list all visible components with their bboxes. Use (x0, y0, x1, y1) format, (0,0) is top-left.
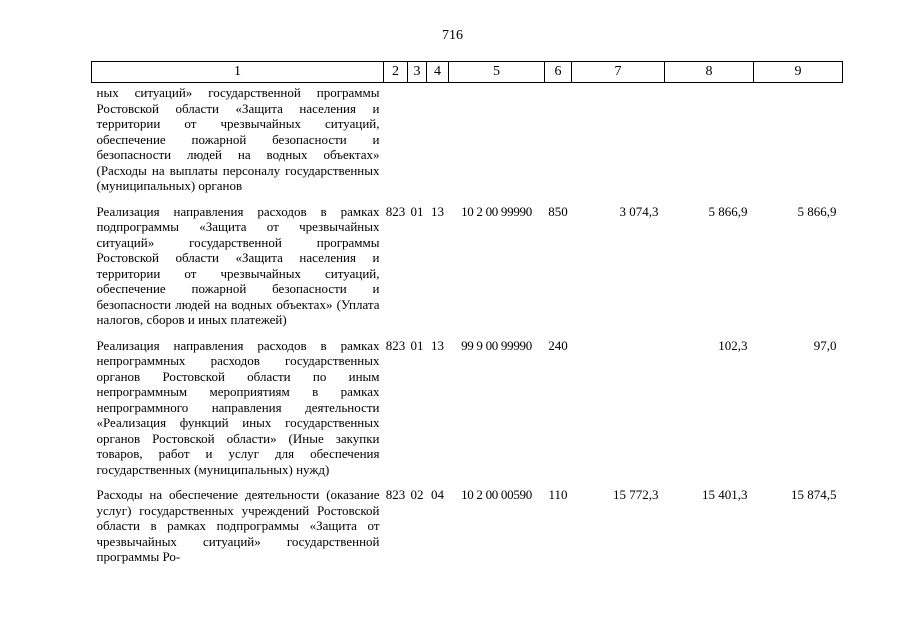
cell-target-code: 10 2 00 00590 (461, 487, 532, 502)
cell-amount-1 (572, 338, 665, 488)
column-header: 8 (665, 62, 754, 83)
row-description: Расходы на обеспечение деятельности (оказание услуг) государственных учреждений Ростовской области в рамках подпрограммы «Защита от чрезвычайных ситуаций» государственной программы Ро- (96, 487, 380, 564)
column-header: 5 (449, 62, 545, 83)
table-row (92, 338, 843, 488)
budget-table (91, 61, 843, 575)
column-header: 4 (427, 62, 449, 83)
cell-ministry: 823 (385, 487, 406, 502)
cell-ministry: 823 (385, 203, 406, 219)
column-header: 2 (384, 62, 408, 83)
cell-amount-3 (754, 83, 843, 204)
table-row (92, 204, 843, 338)
cell-ministry: 823 (385, 337, 406, 353)
cell-expense-type (545, 83, 572, 204)
cell-amount-2: 5 866,9 (708, 203, 748, 219)
column-header: 1 (92, 62, 384, 83)
row-description: Реализация направления расходов в рамках непрограммных расходов государственных органов Ростовской области по иным непрограммным мероприятиям в рамках непрограммного направления деятельности «Реализация функций иных государственных органов Ростовской области» (Иные закупки товаров, работ и услуг для обеспечения государственных (муниципальных) нужд) (96, 337, 380, 477)
cell-subsection: 04 (431, 487, 444, 502)
cell-subsection (427, 83, 449, 204)
column-header: 3 (408, 62, 427, 83)
cell-section (408, 83, 427, 204)
cell-target-code: 10 2 00 99990 (461, 203, 532, 219)
cell-amount-3: 5 866,9 (797, 203, 837, 219)
cell-amount-1: 15 772,3 (613, 487, 659, 502)
cell-subsection: 13 (431, 203, 444, 219)
row-description: Реализация направления расходов в рамках подпрограммы «Защита от чрезвычайных ситуаций» государственной программы Ростовской области «Защита населения и территории от чрезвычайных ситуаций, обеспечение пожарной безопасности и безопасности людей на водных объектах» (Уплата налогов, сборов и иных платежей) (96, 203, 380, 327)
cell-amount-2 (665, 83, 754, 204)
cell-amount-1: 3 074,3 (619, 203, 659, 219)
cell-subsection: 13 (431, 337, 444, 353)
cell-amount-1 (572, 83, 665, 204)
cell-expense-type: 240 (548, 337, 568, 353)
table-row (92, 487, 843, 575)
cell-target-code: 99 9 00 99990 (461, 337, 532, 353)
cell-section: 01 (410, 203, 424, 219)
page-number: 716 (442, 28, 463, 43)
cell-amount-2: 102,3 (718, 337, 748, 353)
cell-expense-type: 850 (548, 203, 568, 219)
cell-ministry (384, 83, 408, 204)
cell-section: 02 (410, 487, 424, 502)
cell-section: 01 (410, 337, 424, 353)
cell-amount-3: 15 874,5 (791, 487, 837, 502)
cell-amount-2: 15 401,3 (702, 487, 748, 502)
column-header: 9 (754, 62, 843, 83)
cell-expense-type: 110 (548, 487, 568, 502)
column-header: 6 (545, 62, 572, 83)
cell-target-code (449, 83, 545, 204)
cell-amount-3: 97,0 (813, 337, 837, 353)
row-description: ных ситуаций» государственной программы Ростовской области «Защита населения и территории от чрезвычайных ситуаций, обеспечение пожарной безопасности и безопасности людей на водных объектах» (Расходы на выплаты персоналу государственных (муниципальных) органов (96, 85, 380, 193)
column-header: 7 (572, 62, 665, 83)
table-row (92, 83, 843, 204)
header-row (92, 62, 843, 83)
